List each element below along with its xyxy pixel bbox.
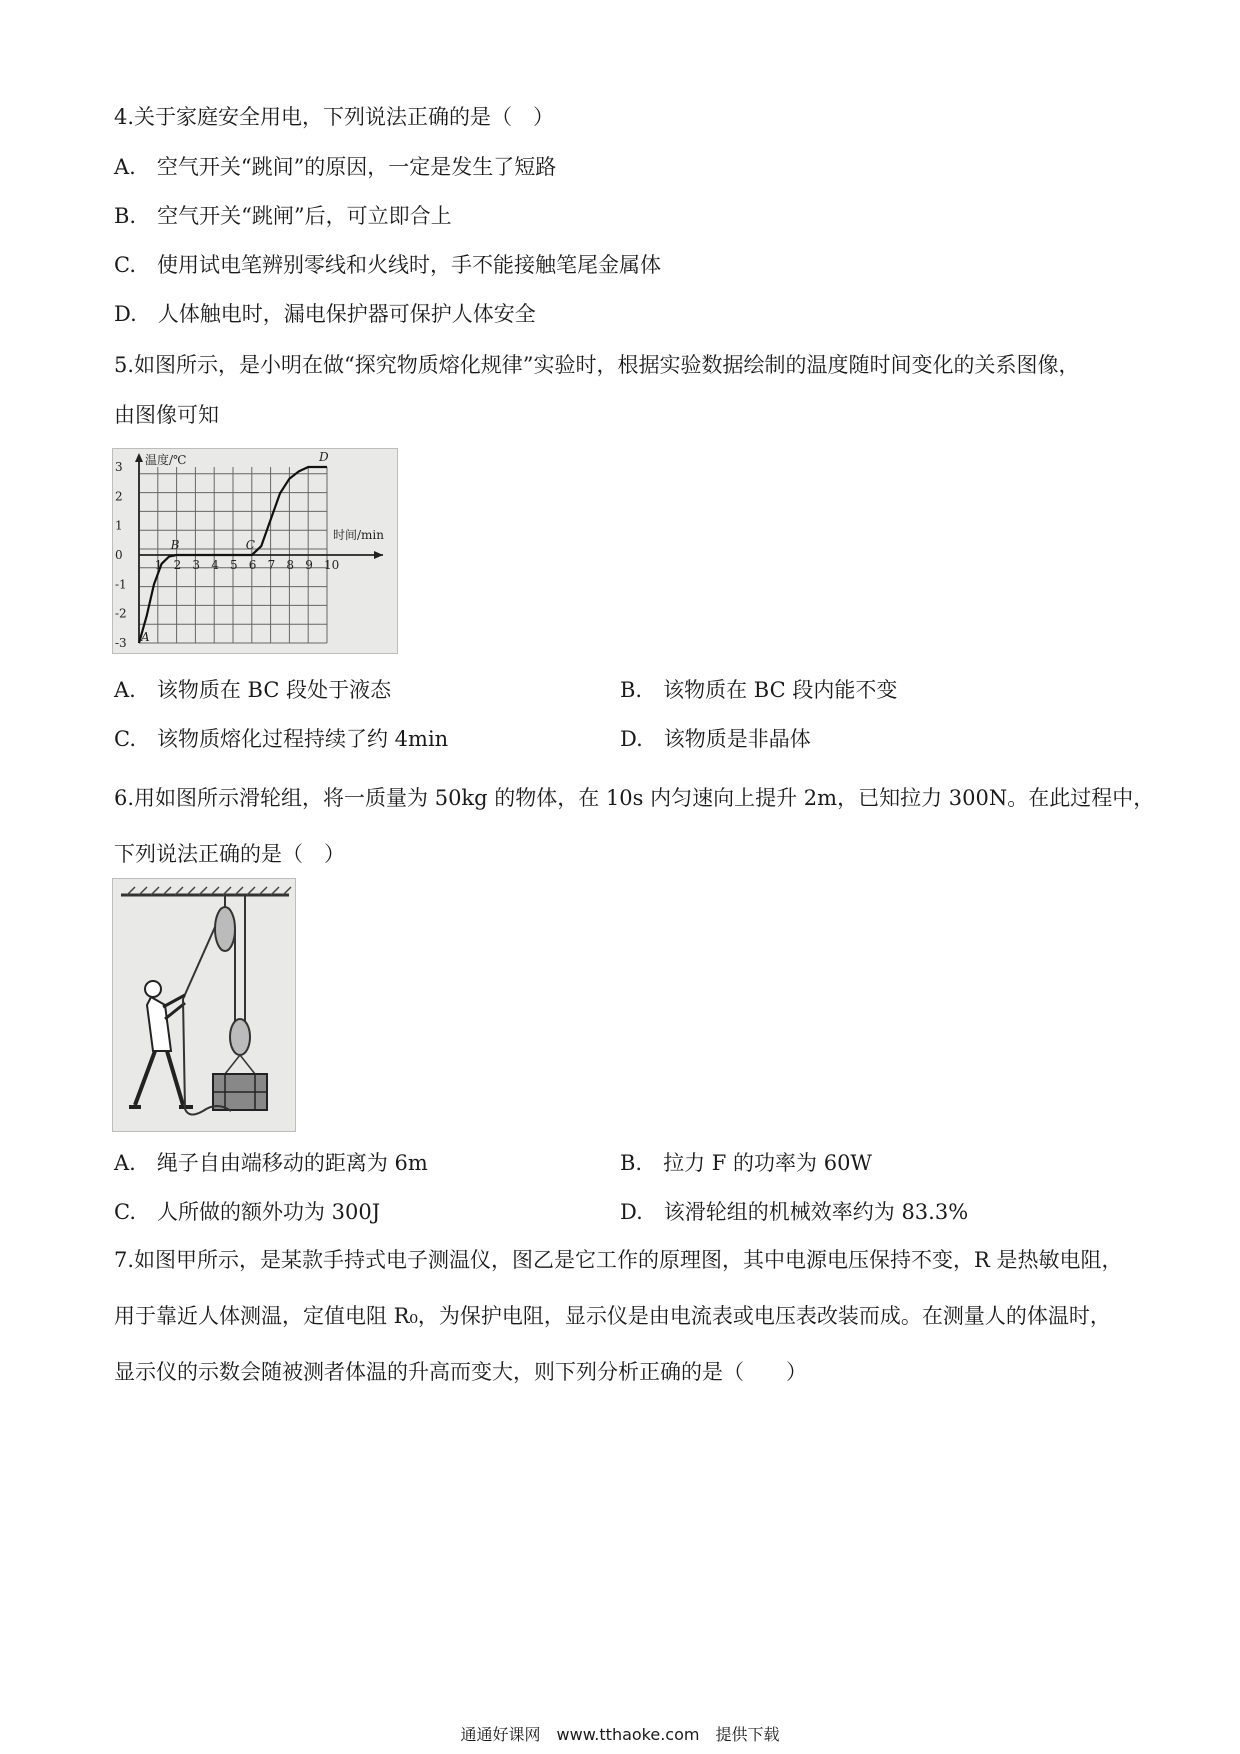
- q6-option-b: B. 拉力 F 的功率为 60W: [620, 1151, 873, 1175]
- x-tick-label: 1: [154, 558, 163, 572]
- y-tick-label: 0: [115, 548, 123, 562]
- q4-option-a: A. 空气开关“跳间”的原因，一定是发生了短路: [114, 155, 557, 179]
- movable-pulley: [230, 1019, 250, 1055]
- y-tick-label: -2: [115, 606, 127, 621]
- q5-option-a: A. 该物质在 BC 段处于液态: [114, 678, 392, 702]
- y-axis-arrow: [135, 453, 143, 462]
- person-head: [145, 981, 161, 997]
- q4-stem: 4.关于家庭安全用电，下列说法正确的是（ ）: [114, 105, 555, 129]
- q4-option-b: B. 空气开关“跳闸”后，可立即合上: [114, 204, 452, 228]
- y-tick-label: 2: [115, 489, 123, 504]
- y-tick-label: 3: [115, 460, 123, 474]
- x-tick-label: 5: [230, 558, 238, 572]
- q6-option-a: A. 绳子自由端移动的距离为 6m: [114, 1151, 428, 1175]
- q7-stem-line3: 显示仪的示数会随被测者体温的升高而变大，则下列分析正确的是（ ）: [114, 1360, 807, 1384]
- q7-stem-line2: 用于靠近人体测温，定值电阻 R₀，为保护电阻，显示仪是由电流表或电压表改装而成。在测量人的体温时，: [114, 1304, 1111, 1328]
- x-tick-label: 4: [211, 558, 219, 572]
- point-label-a: A: [141, 630, 150, 644]
- q6-option-c: C. 人所做的额外功为 300J: [114, 1200, 381, 1224]
- x-tick-label: 6: [248, 558, 257, 572]
- y-tick-label: -1: [115, 577, 127, 592]
- fixed-pulley: [215, 907, 235, 951]
- x-tick-label: 8: [286, 558, 295, 572]
- q5-option-d: D. 该物质是非晶体: [620, 727, 811, 751]
- q4-option-c: C. 使用试电笔辨别零线和火线时，手不能接触笔尾金属体: [114, 253, 661, 277]
- x-tick-label: 3: [192, 558, 201, 572]
- x-tick-label: 2: [173, 558, 182, 572]
- chart-svg: [113, 449, 397, 653]
- q6-stem-line2: 下列说法正确的是（ ）: [114, 842, 345, 866]
- q4-option-d: D. 人体触电时，漏电保护器可保护人体安全: [114, 302, 536, 326]
- pulley-illustration: [112, 878, 296, 1132]
- page-footer: 通通好课网 www.tthaoke.com 提供下载: [460, 1725, 780, 1744]
- q7-stem-line1: 7.如图甲所示，是某款手持式电子测温仪，图乙是它工作的原理图，其中电源电压保持不变，R 是热敏电阻，: [114, 1248, 1123, 1272]
- point-label-b: B: [170, 538, 180, 552]
- q6-stem-line1: 6.用如图所示滑轮组，将一质量为 50kg 的物体，在 10s 内匀速向上提升 2m，已知拉力 300N。在此过程中，: [114, 786, 1155, 810]
- q6-option-d: D. 该滑轮组的机械效率约为 83.3%: [620, 1200, 969, 1224]
- q5-stem-line2: 由图像可知: [114, 403, 219, 427]
- point-label-d: D: [319, 450, 329, 464]
- y-tick-label: -3: [115, 636, 127, 650]
- x-tick-label: 7: [267, 558, 276, 572]
- q5-option-b: B. 该物质在 BC 段内能不变: [620, 678, 898, 702]
- y-axis-label: 温度/℃: [145, 453, 187, 467]
- point-label-c: C: [245, 538, 255, 552]
- x-tick-label: 10: [324, 558, 340, 572]
- pulley-drawing: [113, 879, 295, 1131]
- q5-option-c: C. 该物质熔化过程持续了约 4min: [114, 727, 449, 751]
- x-tick-label: 9: [305, 558, 313, 572]
- x-axis-label: 时间/min: [333, 528, 384, 542]
- q5-stem-line1: 5.如图所示，是小明在做“探究物质熔化规律”实验时，根据实验数据绘制的温度随时间变化的关系图像，: [114, 353, 1080, 377]
- y-tick-label: 1: [115, 518, 123, 533]
- temperature-time-chart: [112, 448, 398, 654]
- x-axis-arrow: [374, 551, 383, 559]
